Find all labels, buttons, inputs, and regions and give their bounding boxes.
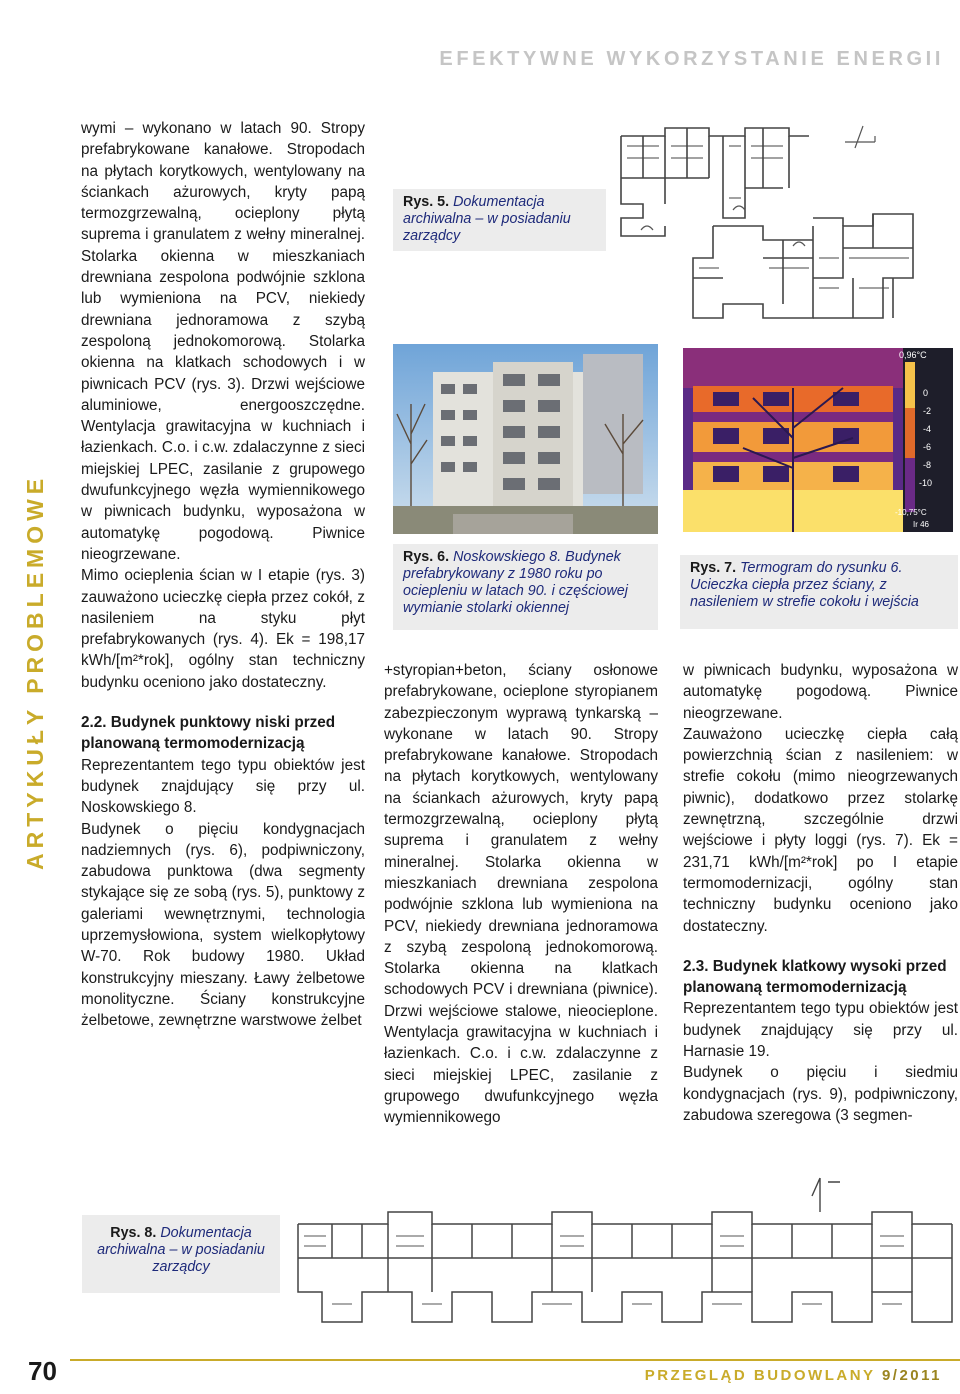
figure-6-caption — [393, 544, 658, 630]
text-column-1 — [81, 118, 365, 1031]
figure-5-floor-plan — [613, 118, 958, 334]
paragraph: wymi – wykonano w latach 90. Stropy prefabrykowane kanałowe. Stropodach na płytach korytkowych, wentylowany na ściankach ażurowych, kryty papą termozgrzewalną, ocieplony płytą suprema i granulatem z wełny mineralnej. Stolarka okienna w mieszkaniach drewniana zespolona podwójnie szklona lub wymieniona na PCV, niekiedy drewniana jednoramowa z szybą zespoloną jednokomorową. Stolarka okienna na klatkach schodowych i w piwnicach PCV (rys. 3). Drzwi wejściowe aluminiowe, energooszczędne. Wentylacja grawitacyjna w kuchniach i łazienkach. C.o. i c.w. zdalaczynne z sieci miejskiej LPEC, zasilanie z grupowego dwufunkcyjnego węzła wymiennikowego w piwnicach budynku, wyposażona w automatykę pogodową. Piwnice nieogrzewane. — [81, 120, 365, 563]
paragraph: Zauważono ucieczkę ciepła całą powierzchnią ścian z nasileniem: w strefie cokołu (mimo nieogrzewanych piwnic), dodatkowo przez stolarkę zewnętrzną, szczególnie drzwi wejściowe i płyty loggi (rys. 7). Ek = 231,71 kWh/[m²*rok] po I etapie termomodernizacji, ogólny stan techniczny budynku oceniono jako dostateczny. — [683, 725, 958, 935]
figure-7-thermogram — [683, 348, 953, 532]
thermo-scale-tick: -8 — [923, 460, 932, 470]
thermo-scale-tick: 0 — [923, 388, 929, 398]
thermo-scale-top: 0,96°C — [899, 350, 927, 360]
journal-footer — [645, 1367, 942, 1384]
page-number: 70 — [28, 1356, 57, 1386]
section-label: ARTYKUŁY PROBLEMOWE — [22, 473, 48, 870]
paragraph: w piwnicach budynku, wyposażona w automatykę pogodową. Piwnice nieogrzewane. — [683, 662, 958, 722]
paragraph: Reprezentantem tego typu obiektów jest budynek znajdujący się przy ul. Noskowskiego 8. — [81, 756, 365, 817]
building-photo — [393, 344, 658, 534]
figure-8-caption — [82, 1215, 280, 1293]
figure-label: Rys. 7. — [690, 560, 737, 576]
paragraph: Mimo ocieplenia ścian w I etapie (rys. 3) zauważono ucieczkę ciepła przez cokół, z nasileniem na styku płyt prefabrykowanych (rys. 4). Ek = 198,17 kWh/[m²*rok], ogólny stan techniczny budynku oceniono jako dostateczny. — [81, 567, 365, 691]
journal-name: PRZEGLĄD BUDOWLANY — [644, 1367, 876, 1384]
figure-caption-text: Dokumentacja archiwalna – w posiadaniu zarządcy — [97, 1225, 265, 1275]
figure-caption-text: Dokumentacja archiwalna – w posiadaniu zarządcy — [403, 194, 571, 244]
figure-7-caption — [680, 555, 958, 629]
footer-rule — [70, 1359, 960, 1361]
paragraph: Budynek o pięciu i siedmiu kondygnacjach (rys. 9), podpiwniczony, zabudowa szeregowa (3 segmen- — [683, 1064, 958, 1124]
thermo-scale-tick: -10 — [919, 478, 933, 488]
text-column-2 — [384, 660, 658, 1129]
paragraph: Budynek o pięciu kondygnacjach nadziemnych (rys. 6), podpiwniczony, zabudowa punktowa (dwa segmenty stykające się ze sobą (rys. 5), punktowy z galeriami wewnętrznymi, technologia uprzemysłowiona, system wielkopłytowy W-70. Rok budowy 1980. Układ konstrukcyjny mieszany. Ławy żelbetowe monolityczne. Ściany konstrukcyjne żelbetowe, zewnętrzne warstwowe żelbet — [81, 820, 365, 1030]
figure-6-building-photo — [393, 344, 658, 534]
thermo-scale-tick: -4 — [923, 424, 932, 434]
thermo-scale-bottom: -10,75°C — [895, 508, 927, 517]
floor-plan-drawing — [613, 118, 958, 334]
figure-caption-text: Termogram do rysunku 6. Ucieczka ciepła przez ściany, z nasileniem w strefie cokołu i wejścia — [690, 560, 919, 610]
figure-caption-text: Noskowskiego 8. Budynek prefabrykowany z 1980 roku po ociepleniu w latach 90. i częściowej wymianie stolarki okiennej — [403, 549, 628, 616]
figure-8-floor-plan — [292, 1172, 958, 1348]
journal-issue: 9/2011 — [881, 1367, 942, 1384]
paragraph: +styropian+beton, ściany osłonowe prefabrykowane, ocieplone styropianem zabezpieczonym wyprawą tynkarską – wykonane w latach 90. Stropy prefabrykowane kanałowe. Stropodach na płytach korytkowych, wentylowany na ściankach ażurowych, kryty papą termozgrzewalną, ocieplony płytą suprema i granulatem z wełny mineralnej. Stolarka okienna w mieszkaniach drewniana zespolona podwójnie szklona lub wymieniona na PCV, niekiedy drewniana jednoramowa z szybą zespoloną jednokomorową. Stolarka okienna na klatkach schodowych PCV i drewniana (piwnice). Drzwi wejściowe stalowe, nieocieplone. Wentylacja grawitacyjna w kuchniach i łazienkach. C.o. i c.w. zdalaczynne z sieci miejskiej LPEC, zasilanie z grupowego dwufunkcyjnego węzła wymiennikowego — [384, 662, 658, 1127]
thermo-ir-label: Ir 46 — [913, 520, 930, 529]
figure-label: Rys. 6. — [403, 549, 450, 565]
thermo-scale-tick: -6 — [923, 442, 932, 452]
figure-5-caption — [393, 189, 606, 251]
figure-label: Rys. 5. — [403, 194, 450, 210]
thermogram-image — [683, 348, 953, 532]
running-header: EFEKTYWNE WYKORZYSTANIE ENERGII — [439, 48, 944, 70]
text-column-3 — [683, 660, 958, 1126]
figure-label: Rys. 8. — [110, 1225, 157, 1241]
section-heading: 2.3. Budynek klatkowy wysoki przed planowaną termomodernizacją — [683, 957, 947, 997]
thermo-scale-tick: -2 — [923, 406, 932, 416]
section-heading: 2.2. Budynek punktowy niski przed planowaną termomodernizacją — [81, 714, 336, 753]
floor-plan-drawing — [292, 1172, 958, 1348]
paragraph: Reprezentantem tego typu obiektów jest budynek znajdujący się przy ul. Harnasie 19. — [683, 1000, 958, 1061]
